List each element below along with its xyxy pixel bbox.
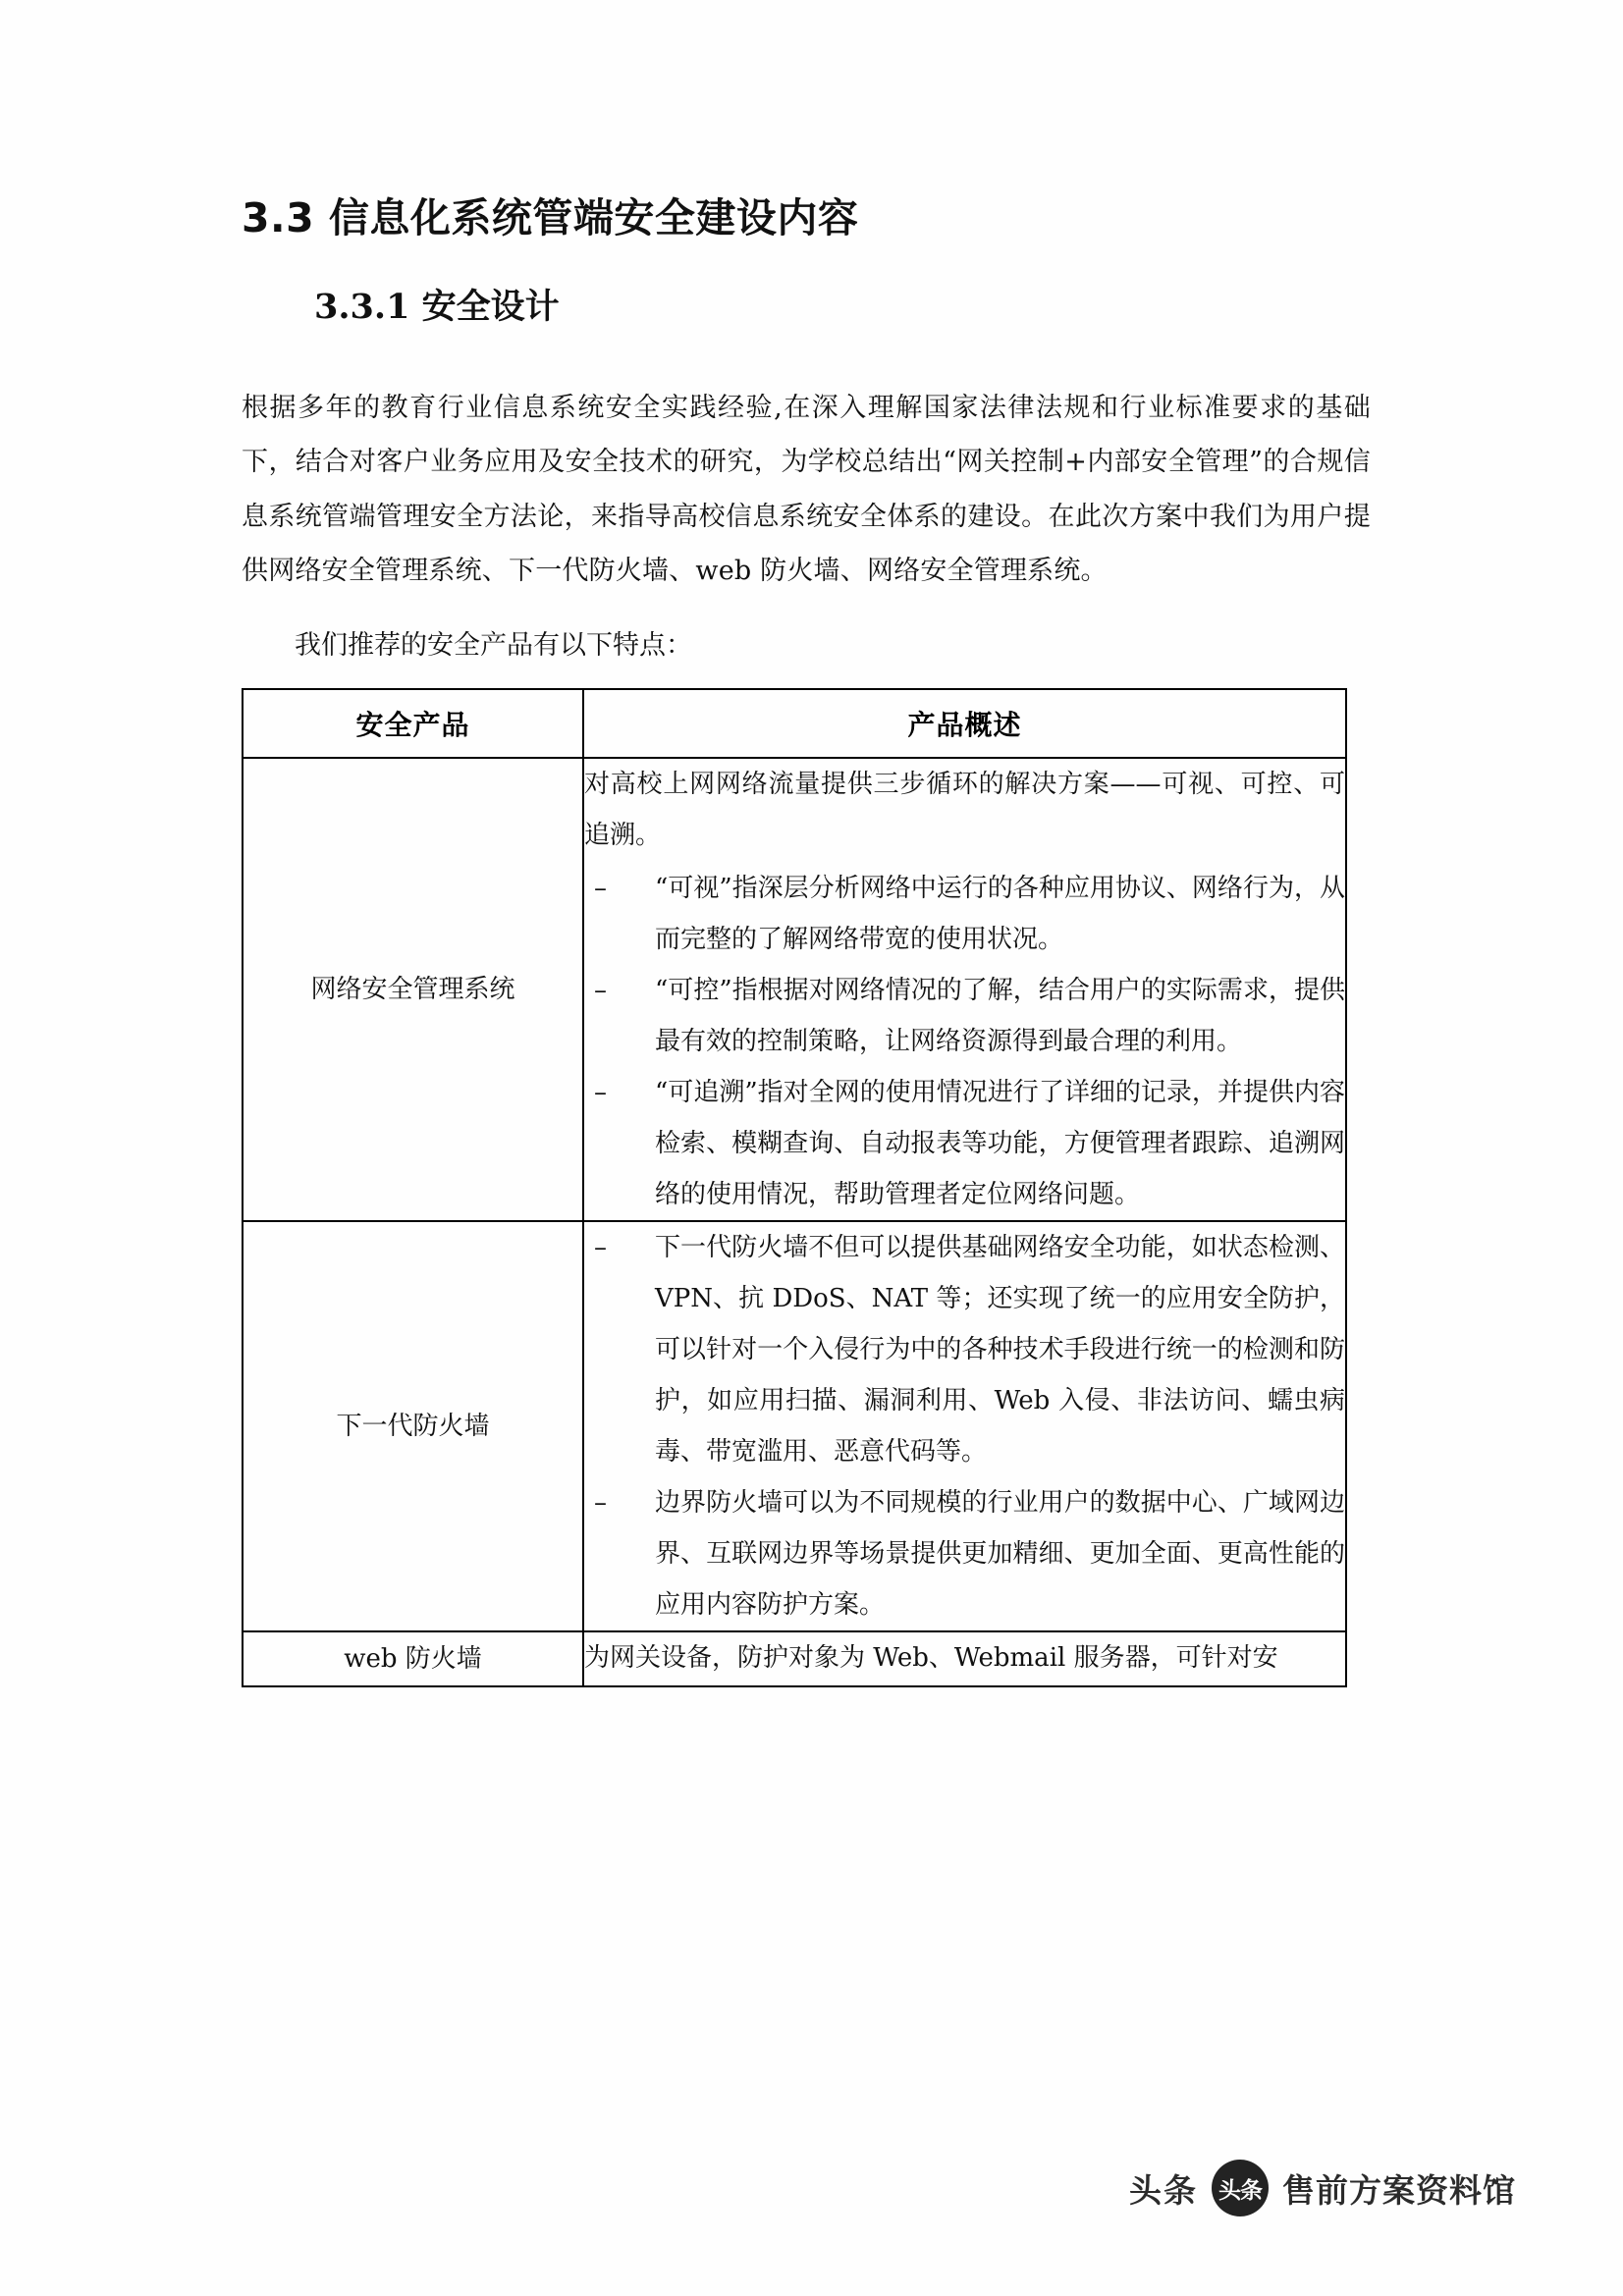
product-overview-cell [583, 1221, 1346, 1631]
table-header-product: 安全产品 [243, 689, 583, 758]
overview-bullet-list [584, 863, 1345, 1220]
overview-intro: 为网关设备，防护对象为 Web、Webmail 服务器，可针对安 [584, 1643, 1278, 1674]
product-name-cell: web 防火墙 [243, 1631, 583, 1686]
overview-bullet-list [584, 1222, 1345, 1630]
lead-in-paragraph: 我们推荐的安全产品有以下特点： [295, 630, 692, 662]
overview-intro: 对高校上网网络流量提供三步循环的解决方案——可视、可控、可追溯。 [584, 770, 1345, 851]
product-name-cell: 下一代防火墙 [243, 1221, 583, 1631]
list-item: – 下一代防火墙不但可以提供基础网络安全功能，如状态检测、VPN、抗 DDoS、NAT 等；还实现了统一的应用安全防护，可以针对一个入侵行为中的各种技术手段进行统一的检测和防护，如应用扫描、漏洞利用、Web 入侵、非法访问、蠕虫病毒、带宽滥用、恶意代码等。 [584, 1222, 1345, 1477]
watermark-prefix: 头条 [1129, 2170, 1198, 2210]
watermark-logo-icon: 头条 [1212, 2160, 1269, 2216]
table-row [243, 1631, 1346, 1686]
list-item: – “可控”指根据对网络情况的了解，结合用户的实际需求，提供最有效的控制策略，让网络资源得到最合理的利用。 [584, 965, 1345, 1067]
product-overview-cell [583, 758, 1346, 1221]
table-row [243, 758, 1346, 1221]
document-content [242, 191, 1371, 1687]
table-header-row [243, 689, 1346, 758]
product-name-cell: 网络安全管理系统 [243, 758, 583, 1221]
page-title: 3.3 信息化系统管端安全建设内容 [242, 194, 859, 241]
product-overview-cell [583, 1631, 1346, 1686]
list-item: – “可视”指深层分析网络中运行的各种应用协议、网络行为，从而完整的了解网络带宽的使用状况。 [584, 863, 1345, 965]
security-product-table [242, 688, 1347, 1687]
watermark [1129, 2160, 1516, 2216]
section-subtitle: 3.3.1 安全设计 [314, 287, 560, 328]
table-header-overview: 产品概述 [583, 689, 1346, 758]
watermark-label: 售前方案资料馆 [1282, 2170, 1516, 2210]
table-row [243, 1221, 1346, 1631]
intro-paragraph: 根据多年的教育行业信息系统安全实践经验,在深入理解国家法律法规和行业标准要求的基础下，结合对客户业务应用及安全技术的研究，为学校总结出“网关控制+内部安全管理”的合规信息系统管端管理安全方法论，来指导高校信息系统安全体系的建设。在此次方案中我们为用户提供网络安全管理系统、下一代防火墙、web 防火墙、网络安全管理系统。 [242, 392, 1371, 586]
table-header [243, 689, 1346, 758]
list-item: – “可追溯”指对全网的使用情况进行了详细的记录，并提供内容检索、模糊查询、自动报表等功能，方便管理者跟踪、追溯网络的使用情况，帮助管理者定位网络问题。 [584, 1067, 1345, 1220]
table-body [243, 758, 1346, 1686]
list-item: – 边界防火墙可以为不同规模的行业用户的数据中心、广域网边界、互联网边界等场景提供更加精细、更加全面、更高性能的应用内容防护方案。 [584, 1477, 1345, 1630]
